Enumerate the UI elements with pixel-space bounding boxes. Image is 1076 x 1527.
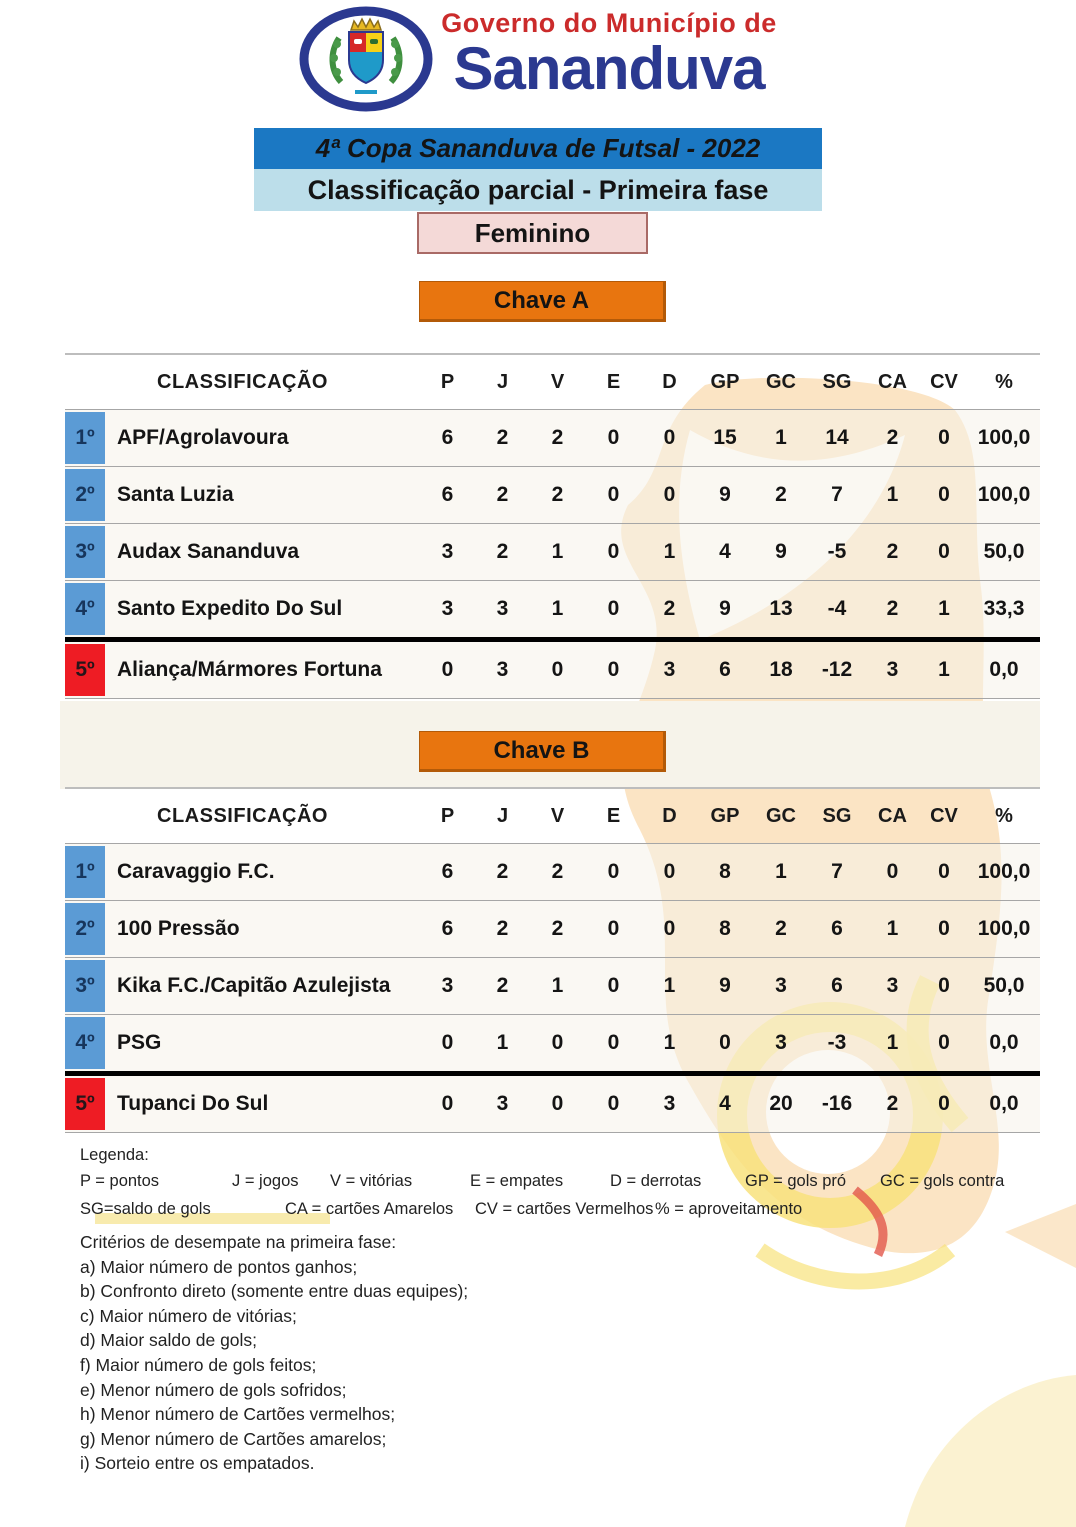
- stat-cell: 20: [769, 1092, 793, 1115]
- stat-cell: 2: [886, 540, 899, 563]
- stat-cell: 3: [775, 974, 787, 997]
- category-banner: Feminino: [417, 212, 648, 254]
- column-header: D: [662, 370, 677, 393]
- stat-cell: 50,0: [983, 540, 1025, 563]
- column-header: V: [550, 370, 565, 393]
- legend-item: V = vitórias: [330, 1172, 413, 1190]
- stat-cell: 0: [551, 1092, 564, 1115]
- position-badge: 4º: [65, 1017, 105, 1069]
- criteria-item: d) Maior saldo de gols;: [80, 1330, 258, 1351]
- legend-item: E = empates: [470, 1172, 564, 1190]
- position-badge: 4º: [65, 583, 105, 635]
- stat-cell: -5: [827, 540, 847, 563]
- column-header: P: [440, 804, 455, 827]
- stat-cell: 0: [607, 974, 620, 997]
- stat-cell: 6: [831, 974, 843, 997]
- stat-cell: 0: [938, 426, 950, 449]
- criteria-title: Critérios de desempate na primeira fase:: [80, 1232, 397, 1252]
- team-name: Audax Sananduva: [117, 540, 300, 563]
- table-row: [65, 1071, 1040, 1132]
- team-name: Santa Luzia: [117, 483, 234, 506]
- stat-cell: 2: [496, 540, 509, 563]
- stat-cell: 2: [775, 917, 787, 940]
- stat-cell: 13: [769, 597, 793, 620]
- column-header: CA: [878, 370, 907, 393]
- team-name: PSG: [117, 1031, 162, 1054]
- legend-line-1: [80, 1172, 1004, 1191]
- team-name: Aliança/Mármores Fortuna: [117, 658, 382, 681]
- stat-cell: 3: [441, 597, 454, 620]
- stat-cell: 1: [551, 540, 564, 563]
- column-header-classificacao: CLASSIFICAÇÃO: [157, 370, 328, 393]
- stat-cell: 1: [938, 597, 950, 620]
- stat-cell: 1: [496, 1031, 509, 1054]
- column-header: J: [496, 370, 509, 393]
- table-row: [65, 843, 1040, 900]
- table-row: [65, 900, 1040, 957]
- stat-cell: 0: [607, 597, 620, 620]
- legend-line-2: [80, 1200, 1004, 1219]
- stat-cell: 0: [607, 1031, 620, 1054]
- stat-cell: 2: [496, 426, 509, 449]
- tournament-title-banner: 4ª Copa Sananduva de Futsal - 2022: [254, 128, 822, 169]
- stat-cell: 1: [886, 917, 899, 940]
- legend-item: D = derrotas: [610, 1172, 702, 1190]
- stat-cell: 100,0: [977, 860, 1031, 883]
- legend: [80, 1146, 1004, 1228]
- position-badge: 2º: [65, 469, 105, 521]
- legend-item: SG=saldo de gols: [80, 1200, 211, 1218]
- stat-cell: 0: [607, 483, 620, 506]
- stat-cell: 0: [441, 1092, 454, 1115]
- stat-cell: 4: [719, 540, 731, 563]
- stat-cell: 1: [663, 1031, 676, 1054]
- stat-cell: 0,0: [989, 1092, 1019, 1115]
- column-header: GC: [766, 804, 796, 827]
- table-row: [65, 957, 1040, 1014]
- stat-cell: 0: [663, 483, 676, 506]
- stat-cell: 0: [938, 917, 950, 940]
- gov-text: [441, 6, 777, 102]
- criteria-item: c) Maior número de vitórias;: [80, 1305, 297, 1326]
- stat-cell: 3: [441, 540, 454, 563]
- team-name: 100 Pressão: [117, 917, 240, 940]
- stat-cell: -4: [827, 597, 847, 620]
- column-header: P: [440, 370, 455, 393]
- legend-item: P = pontos: [80, 1172, 160, 1190]
- criteria-list: [80, 1255, 468, 1476]
- position-badge: 1º: [65, 412, 105, 464]
- phase-banner: Classificação parcial - Primeira fase: [254, 169, 822, 211]
- column-header: E: [606, 804, 621, 827]
- stat-cell: 1: [886, 1031, 899, 1054]
- group-a-banner: Chave A: [419, 281, 666, 322]
- criteria-item: e) Menor número de gols sofridos;: [80, 1379, 347, 1400]
- team-name: Santo Expedito Do Sul: [117, 597, 343, 620]
- stat-cell: 0: [607, 540, 620, 563]
- stat-cell: 0: [551, 1031, 564, 1054]
- team-name: Tupanci Do Sul: [117, 1092, 269, 1115]
- stat-cell: 0: [607, 658, 620, 681]
- stat-cell: 3: [663, 1092, 676, 1115]
- stat-cell: 0: [719, 1031, 731, 1054]
- stat-cell: 2: [496, 917, 509, 940]
- stat-cell: 50,0: [983, 974, 1025, 997]
- stat-cell: 2: [496, 974, 509, 997]
- stat-cell: 9: [719, 597, 731, 620]
- gov-line: Governo do Município de: [441, 8, 777, 38]
- stat-cell: 0,0: [989, 658, 1019, 681]
- column-header: SG: [822, 804, 852, 827]
- stat-cell: 0: [607, 917, 620, 940]
- stat-cell: 2: [551, 917, 564, 940]
- stat-cell: 8: [719, 917, 731, 940]
- stat-cell: 3: [441, 974, 454, 997]
- column-header: V: [550, 804, 565, 827]
- stat-cell: 100,0: [977, 483, 1031, 506]
- group-a-table: [65, 353, 1040, 699]
- stat-cell: 2: [663, 597, 676, 620]
- stat-cell: 0: [938, 860, 950, 883]
- column-header: D: [662, 804, 677, 827]
- column-header: CV: [930, 804, 958, 827]
- legend-item: GC = gols contra: [880, 1172, 1005, 1190]
- stat-cell: 7: [831, 860, 843, 883]
- stat-cell: 0: [938, 483, 950, 506]
- column-header-classificacao: CLASSIFICAÇÃO: [157, 804, 328, 827]
- stat-cell: 0: [663, 426, 676, 449]
- municipality-logo: [299, 6, 433, 117]
- group-b-banner: Chave B: [419, 731, 666, 772]
- stat-cell: 3: [775, 1031, 787, 1054]
- stat-cell: 2: [886, 1092, 899, 1115]
- stat-cell: 1: [663, 974, 676, 997]
- table-row: [65, 580, 1040, 637]
- stat-cell: 0: [938, 540, 950, 563]
- criteria-item: b) Confronto direto (somente entre duas equipes);: [80, 1281, 469, 1302]
- stat-cell: 0: [938, 974, 950, 997]
- stat-cell: 0: [551, 658, 564, 681]
- stat-cell: 7: [831, 483, 843, 506]
- table-row: [65, 637, 1040, 698]
- column-header: E: [606, 370, 621, 393]
- stat-cell: 15: [713, 426, 737, 449]
- city-name: Sananduva: [453, 35, 765, 102]
- stat-cell: 6: [719, 658, 731, 681]
- stat-cell: 0: [441, 658, 454, 681]
- stat-cell: 2: [886, 597, 899, 620]
- legend-item: CA = cartões Amarelos: [285, 1200, 454, 1218]
- stat-cell: 0: [607, 860, 620, 883]
- legend-item: GP = gols pró: [745, 1172, 847, 1190]
- column-header: %: [995, 370, 1013, 393]
- table-header-row: [65, 355, 1040, 409]
- team-name: APF/Agrolavoura: [117, 426, 289, 449]
- stat-cell: 2: [775, 483, 787, 506]
- stat-cell: 3: [496, 658, 509, 681]
- table-row: [65, 466, 1040, 523]
- stat-cell: 0: [938, 1092, 950, 1115]
- legend-item: % = aproveitamento: [655, 1200, 803, 1218]
- table-header-row: [65, 789, 1040, 843]
- stat-cell: 2: [551, 860, 564, 883]
- stat-cell: 0: [607, 426, 620, 449]
- stat-cell: 100,0: [977, 426, 1031, 449]
- column-header: GP: [710, 370, 740, 393]
- position-badge: 2º: [65, 903, 105, 955]
- stat-cell: 1: [886, 483, 899, 506]
- stat-cell: 6: [441, 483, 454, 506]
- stat-cell: 18: [769, 658, 793, 681]
- stat-cell: 6: [441, 860, 454, 883]
- position-badge: 1º: [65, 846, 105, 898]
- criteria-item: h) Menor número de Cartões vermelhos;: [80, 1404, 396, 1425]
- stat-cell: 6: [441, 917, 454, 940]
- criteria-item: a) Maior número de pontos ganhos;: [80, 1256, 358, 1277]
- team-name: Caravaggio F.C.: [117, 860, 275, 883]
- stat-cell: 2: [886, 426, 899, 449]
- stat-cell: 0: [607, 1092, 620, 1115]
- stat-cell: 2: [551, 483, 564, 506]
- table-row: [65, 1014, 1040, 1071]
- stat-cell: 1: [663, 540, 676, 563]
- stat-cell: 9: [719, 483, 731, 506]
- criteria-item: g) Menor número de Cartões amarelos;: [80, 1428, 387, 1449]
- group-b-table: [65, 787, 1040, 1133]
- stat-cell: 3: [886, 658, 899, 681]
- stat-cell: 100,0: [977, 917, 1031, 940]
- stat-cell: 6: [831, 917, 843, 940]
- position-badge: 5º: [65, 1078, 105, 1130]
- stat-cell: 8: [719, 860, 731, 883]
- stat-cell: -16: [821, 1092, 853, 1115]
- coat-of-arms-icon: [299, 6, 433, 112]
- position-badge: 3º: [65, 960, 105, 1012]
- column-header: J: [496, 804, 509, 827]
- criteria-item: i) Sorteio entre os empatados.: [80, 1453, 315, 1474]
- criteria-item: f) Maior número de gols feitos;: [80, 1354, 317, 1375]
- legend-title: Legenda:: [80, 1146, 149, 1164]
- tiebreak-criteria: [80, 1230, 468, 1476]
- stat-cell: 33,3: [983, 597, 1025, 620]
- stat-cell: 0,0: [989, 1031, 1019, 1054]
- stat-cell: 14: [825, 426, 849, 449]
- stat-cell: 1: [551, 597, 564, 620]
- stat-cell: 2: [496, 860, 509, 883]
- column-header: GC: [766, 370, 796, 393]
- stat-cell: 1: [551, 974, 564, 997]
- stat-cell: 3: [886, 974, 899, 997]
- position-badge: 5º: [65, 644, 105, 696]
- stat-cell: 9: [775, 540, 787, 563]
- stat-cell: 2: [551, 426, 564, 449]
- stat-cell: 1: [938, 658, 950, 681]
- stat-cell: 3: [496, 1092, 509, 1115]
- column-header: %: [995, 804, 1013, 827]
- team-name: Kika F.C./Capitão Azulejista: [117, 974, 391, 997]
- stat-cell: 0: [663, 860, 676, 883]
- gov-header: [0, 6, 1076, 117]
- stat-cell: 0: [938, 1031, 950, 1054]
- stat-cell: 3: [663, 658, 676, 681]
- column-header: CV: [930, 370, 958, 393]
- stat-cell: 1: [775, 860, 787, 883]
- stat-cell: 0: [886, 860, 899, 883]
- stat-cell: 1: [775, 426, 787, 449]
- stat-cell: 4: [719, 1092, 731, 1115]
- legend-item: J = jogos: [232, 1172, 299, 1190]
- column-header: GP: [710, 804, 740, 827]
- stat-cell: -3: [827, 1031, 847, 1054]
- stat-cell: -12: [821, 658, 853, 681]
- stat-cell: 3: [496, 597, 509, 620]
- column-header: SG: [822, 370, 852, 393]
- position-badge: 3º: [65, 526, 105, 578]
- stat-cell: 0: [441, 1031, 454, 1054]
- stat-cell: 6: [441, 426, 454, 449]
- table-row: [65, 409, 1040, 466]
- stat-cell: 0: [663, 917, 676, 940]
- column-header: CA: [878, 804, 907, 827]
- legend-item: CV = cartões Vermelhos: [475, 1200, 654, 1218]
- stat-cell: 9: [719, 974, 731, 997]
- stat-cell: 2: [496, 483, 509, 506]
- table-row: [65, 523, 1040, 580]
